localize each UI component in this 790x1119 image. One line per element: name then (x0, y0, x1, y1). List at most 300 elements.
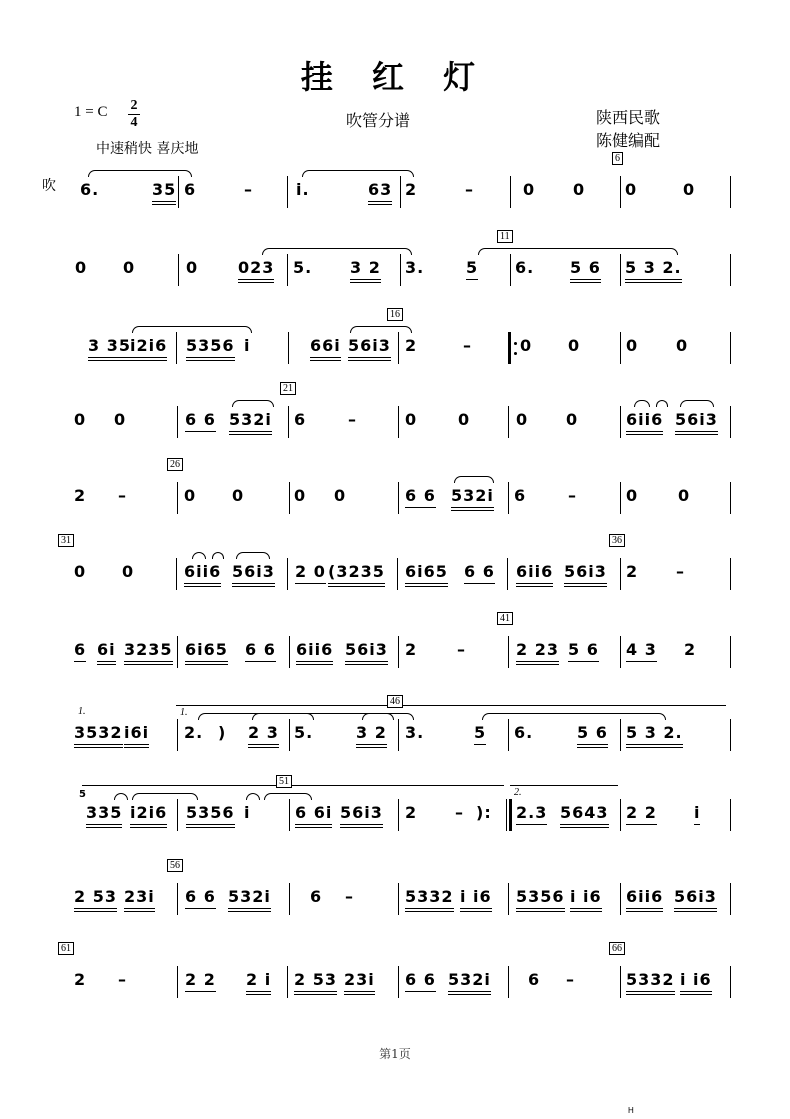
underline-beam (88, 360, 131, 361)
underline-beam (124, 911, 155, 912)
note-group: 0 (626, 336, 639, 355)
barline (400, 176, 401, 208)
note-group: 0 (186, 258, 199, 277)
underline-beam (368, 204, 392, 205)
underline-beam (350, 282, 381, 283)
note-group: 5 6 (577, 723, 608, 742)
note-group: 35 (152, 180, 176, 199)
note-group: 0 (74, 562, 87, 581)
underline-beam (229, 431, 272, 432)
barline (287, 966, 288, 998)
underline-beam (152, 201, 176, 202)
note-group: 6i65 (185, 640, 228, 659)
note-group: 2 i (246, 970, 271, 989)
rehearsal-mark: 6 (612, 152, 623, 165)
score-row (0, 860, 790, 937)
note-group: 6 6i (295, 803, 332, 822)
barline (620, 482, 621, 514)
underline-beam (152, 204, 176, 205)
barline (398, 966, 399, 998)
rehearsal-mark: 56 (167, 859, 183, 872)
underline-beam (570, 908, 602, 909)
barline (620, 406, 621, 438)
underline-beam (405, 911, 454, 912)
note-group: 2 23 (516, 640, 559, 659)
rehearsal-mark: 31 (58, 534, 74, 547)
note-group: 0 (232, 486, 245, 505)
note-group: – (457, 640, 466, 659)
underline-beam (516, 583, 553, 584)
note-group: 0 (683, 180, 696, 199)
note-group: 2 (405, 180, 418, 199)
note-group: 5 6 (568, 640, 599, 659)
underline-beam (86, 827, 122, 828)
rehearsal-mark: 11 (497, 230, 513, 243)
barline (177, 406, 178, 438)
score-row (0, 231, 790, 308)
score-row (0, 535, 790, 612)
underline-beam (626, 744, 683, 745)
note-group: 23i (344, 970, 375, 989)
underline-beam (577, 747, 608, 748)
barline (177, 719, 178, 751)
note-group: 6i (97, 640, 116, 659)
underline-beam (245, 661, 276, 662)
underline-beam (238, 279, 274, 280)
underline-beam (570, 279, 601, 280)
note-group: 6 (514, 486, 527, 505)
slur-arc (232, 400, 274, 407)
barline (730, 332, 731, 364)
note-group: – (348, 410, 357, 429)
rehearsal-mark: 21 (280, 382, 296, 395)
note-group: – (676, 562, 685, 581)
slur-arc (454, 476, 494, 483)
barline (288, 406, 289, 438)
note-group: 3. (405, 258, 425, 277)
repeat-dot (514, 352, 517, 355)
underline-beam (405, 908, 454, 909)
underline-beam (345, 664, 388, 665)
note-group: – (463, 336, 472, 355)
slur-arc (350, 326, 412, 333)
barline (620, 719, 621, 751)
note-group: 2 53 (294, 970, 337, 989)
underline-beam (564, 586, 607, 587)
rehearsal-mark: 46 (387, 695, 403, 708)
note-group: 56i3 (675, 410, 718, 429)
key-signature: 1 = C (74, 104, 108, 120)
barline (730, 558, 731, 590)
score-row (0, 309, 790, 386)
note-group: 56i3 (345, 640, 388, 659)
barline (620, 966, 621, 998)
note-group: 56i3 (340, 803, 383, 822)
note-group: 5 6 (570, 258, 601, 277)
underline-beam (448, 991, 491, 992)
barline (620, 799, 621, 831)
underline-beam (680, 994, 712, 995)
slur-arc (212, 552, 224, 559)
underline-beam (626, 824, 657, 825)
underline-beam (294, 994, 337, 995)
note-group: 5643 (560, 803, 609, 822)
note-group: (3235 (328, 562, 385, 581)
note-group: 6i65 (405, 562, 448, 581)
barline (287, 254, 288, 286)
repeat-start-barline (508, 332, 511, 364)
note-group: 0 (625, 180, 638, 199)
slur-arc (362, 713, 394, 720)
rehearsal-mark: 16 (387, 308, 403, 321)
underline-beam (295, 583, 326, 584)
credits (596, 106, 660, 152)
underline-beam (328, 583, 385, 584)
underline-beam (448, 994, 491, 995)
barline (288, 332, 289, 364)
underline-beam (130, 357, 167, 358)
note-group: 6 6 (245, 640, 276, 659)
slur-arc (132, 793, 198, 800)
underline-beam (460, 911, 492, 912)
slur-arc (192, 552, 206, 559)
underline-beam (460, 908, 492, 909)
note-group: 2 (74, 486, 87, 505)
barline (398, 636, 399, 668)
grace-note: 5 (79, 789, 87, 800)
note-group: 0 (74, 410, 87, 429)
barline (176, 558, 177, 590)
underline-beam (130, 827, 167, 828)
underline-beam (625, 282, 682, 283)
underline-beam (294, 991, 337, 992)
underline-beam (74, 747, 123, 748)
note-group: 0 (458, 410, 471, 429)
underline-beam (350, 279, 381, 280)
note-group: 0 (184, 486, 197, 505)
barline (730, 254, 731, 286)
slur-arc (302, 170, 414, 177)
note-group: 0 (123, 258, 136, 277)
barline (508, 966, 509, 998)
slur-arc (236, 552, 270, 559)
underline-beam (368, 201, 392, 202)
score-row (0, 613, 790, 690)
underline-beam (570, 282, 601, 283)
barline (177, 966, 178, 998)
barline (730, 966, 731, 998)
barline (177, 883, 178, 915)
underline-beam (340, 824, 383, 825)
barline (508, 883, 509, 915)
barline (620, 558, 621, 590)
barline (620, 332, 621, 364)
note-group: 5356 (516, 887, 565, 906)
underline-beam (348, 360, 391, 361)
score-row (0, 153, 790, 230)
underline-beam (97, 661, 116, 662)
slur-arc (114, 793, 128, 800)
barline (398, 799, 399, 831)
underline-beam (516, 908, 565, 909)
rehearsal-mark: 61 (58, 942, 74, 955)
underline-beam (675, 431, 718, 432)
barline (508, 636, 509, 668)
note-group: 2. (184, 723, 204, 742)
barline (398, 482, 399, 514)
underline-beam (186, 360, 235, 361)
note-group: 0 (678, 486, 691, 505)
underline-beam (86, 824, 122, 825)
repeat-end-barline (509, 799, 512, 831)
underline-beam (74, 661, 86, 662)
instrument-label: 吹 (42, 178, 56, 194)
note-group: 023 (238, 258, 274, 277)
note-group: 2 (405, 640, 418, 659)
barline (289, 883, 290, 915)
note-group: 66i (310, 336, 341, 355)
underline-beam (626, 747, 683, 748)
note-group: 6 (310, 887, 323, 906)
note-group: 6 (74, 640, 86, 659)
underline-beam (626, 661, 657, 662)
note-group: 5. (294, 723, 314, 742)
barline (289, 482, 290, 514)
note-group: 5356 (186, 336, 235, 355)
note-group: 3 35 (88, 336, 131, 355)
underline-beam (74, 744, 123, 745)
note-group: 6 6 (185, 887, 216, 906)
note-group: 0 (122, 562, 135, 581)
slur-arc (634, 400, 650, 407)
underline-beam (295, 824, 332, 825)
arranger-label: 陈健编配 (596, 131, 661, 150)
note-group: 5. (293, 258, 313, 277)
barline (730, 482, 731, 514)
slur-arc (680, 400, 714, 407)
underline-beam (185, 661, 228, 662)
rehearsal-mark: 41 (497, 612, 513, 625)
note-group: 0 (676, 336, 689, 355)
note-group: 3235 (124, 640, 173, 659)
note-group: 6 6 (405, 486, 436, 505)
barline (508, 719, 509, 751)
note-group: 6ii6 (516, 562, 553, 581)
note-group: 2 3 (248, 723, 279, 742)
note-group: 63 (368, 180, 392, 199)
underline-beam (124, 747, 149, 748)
underline-beam (232, 586, 275, 587)
underline-beam (248, 747, 279, 748)
note-group: 5 (466, 258, 478, 277)
note-group: 2 2 (185, 970, 216, 989)
barline (178, 254, 179, 286)
slur-arc (482, 713, 666, 720)
underline-beam (674, 911, 717, 912)
note-group: 532i (229, 410, 272, 429)
note-group: 0 (334, 486, 347, 505)
underline-beam (344, 991, 375, 992)
slur-arc (656, 400, 668, 407)
note-group: 5332 (405, 887, 454, 906)
page-number: 第1页 (379, 1047, 411, 1061)
repeat-end-barline (506, 799, 507, 831)
underline-beam (466, 279, 478, 280)
volta-label: 1. (180, 707, 188, 718)
score-row (0, 459, 790, 536)
note-group: 335 (86, 803, 122, 822)
underline-beam (229, 434, 272, 435)
note-group: 6ii6 (626, 887, 663, 906)
barline (620, 883, 621, 915)
barline (287, 176, 288, 208)
slur-arc (262, 248, 412, 255)
underline-beam (626, 908, 663, 909)
note-group: 6 6 (405, 970, 436, 989)
note-group: 0 (520, 336, 533, 355)
note-group: – (566, 970, 575, 989)
underline-beam (560, 824, 609, 825)
underline-beam (124, 908, 155, 909)
underline-beam (626, 911, 663, 912)
barline (620, 254, 621, 286)
note-group: – (118, 970, 127, 989)
underline-beam (464, 583, 495, 584)
barline (620, 636, 621, 668)
barline (730, 719, 731, 751)
tempo-marking: 中速稍快 喜庆地 (96, 141, 199, 157)
note-group: 0 (405, 410, 418, 429)
underline-beam (451, 507, 494, 508)
underline-beam (626, 431, 663, 432)
underline-beam (184, 583, 221, 584)
underline-beam (345, 661, 388, 662)
underline-beam (356, 747, 387, 748)
underline-beam (328, 586, 385, 587)
underline-beam (88, 357, 131, 358)
note-group: 0 (523, 180, 536, 199)
note-group: 0 (566, 410, 579, 429)
note-group: – (244, 180, 253, 199)
underline-beam (296, 664, 333, 665)
barline (289, 636, 290, 668)
note-group: – (465, 180, 474, 199)
underline-beam (516, 824, 547, 825)
note-group: 6 6 (185, 410, 216, 429)
repeat-dot (514, 342, 517, 345)
volta-bracket (510, 785, 618, 798)
underline-beam (74, 908, 117, 909)
note-group: 2.3 (516, 803, 547, 822)
note-group: i i6 (570, 887, 602, 906)
note-group: 532i (228, 887, 271, 906)
note-group: 0 (626, 486, 639, 505)
barline (730, 799, 731, 831)
note-group: 5 3 2. (626, 723, 683, 742)
underline-beam (97, 664, 116, 665)
score-row (0, 383, 790, 460)
underline-beam (348, 357, 391, 358)
note-group: 0 (294, 486, 307, 505)
barline (400, 254, 401, 286)
slur-arc (132, 326, 252, 333)
note-group: 532i (448, 970, 491, 989)
underline-beam (185, 991, 216, 992)
note-group: 6 (528, 970, 541, 989)
note-group: i (244, 336, 251, 355)
note-group: 3 2 (356, 723, 387, 742)
barline (398, 719, 399, 751)
underline-beam (405, 991, 436, 992)
underline-beam (130, 360, 167, 361)
underline-beam (186, 827, 235, 828)
rehearsal-mark: 26 (167, 458, 183, 471)
underline-beam (185, 431, 216, 432)
note-group: 6 (184, 180, 197, 199)
note-group: – (345, 887, 354, 906)
note-group: 56i3 (674, 887, 717, 906)
note-group: 3532 (74, 723, 123, 742)
barline (510, 176, 511, 208)
note-group: i2i6 (130, 803, 167, 822)
note-group: 2 (405, 336, 418, 355)
slur-arc (478, 248, 678, 255)
underline-beam (516, 911, 565, 912)
underline-beam (228, 908, 271, 909)
underline-beam (405, 583, 448, 584)
underline-beam (186, 824, 235, 825)
note-group: i2i6 (130, 336, 167, 355)
underline-beam (185, 664, 228, 665)
note-group: – (118, 486, 127, 505)
note-group: 56i3 (564, 562, 607, 581)
underline-beam (310, 357, 341, 358)
rehearsal-mark: 36 (609, 534, 625, 547)
barline (730, 406, 731, 438)
underline-beam (516, 664, 559, 665)
underline-beam (474, 744, 486, 745)
underline-beam (451, 510, 494, 511)
barline (510, 254, 511, 286)
underline-beam (564, 583, 607, 584)
note-group: 4 3 (626, 640, 657, 659)
note-group: i i6 (460, 887, 492, 906)
barline (730, 636, 731, 668)
score-row (0, 696, 790, 773)
underline-beam (185, 908, 216, 909)
barline (730, 176, 731, 208)
underline-beam (124, 744, 149, 745)
note-group: 2 2 (626, 803, 657, 822)
barline (620, 176, 621, 208)
underline-beam (184, 586, 221, 587)
score-row (0, 776, 790, 853)
note-group: 2 0 (295, 562, 326, 581)
underline-beam (675, 434, 718, 435)
ending-mark (74, 705, 86, 717)
note-group: i (694, 803, 700, 822)
note-group: 56i3 (348, 336, 391, 355)
note-group: 6. (515, 258, 535, 277)
underline-beam (248, 744, 279, 745)
underline-beam (344, 994, 375, 995)
note-group: 5332 (626, 970, 675, 989)
note-group: 0 (75, 258, 88, 277)
barline (289, 799, 290, 831)
underline-beam (405, 507, 436, 508)
underline-beam (694, 824, 700, 825)
volta-bracket (82, 785, 504, 794)
